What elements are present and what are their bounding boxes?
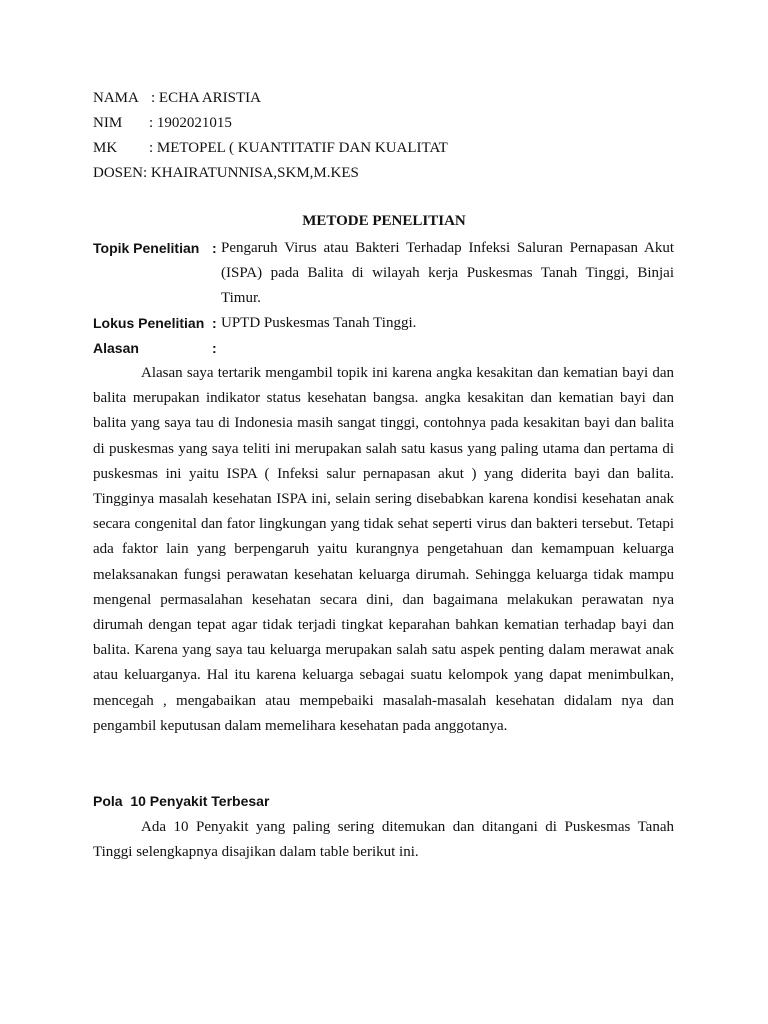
research-topic-separator: : <box>212 240 217 256</box>
course-label: MK <box>93 140 118 156</box>
research-topic-label: Topik Penelitian <box>93 240 200 256</box>
name-label: NAMA <box>93 90 139 106</box>
disease-pattern-paragraph: Ada 10 Penyakit yang paling sering ditemukan dan ditangani di Puskesmas Tanah Tinggi selengkapnya disajikan dalam table berikut ini. <box>93 819 674 861</box>
research-location-separator: : <box>212 315 217 331</box>
reason-field <box>93 336 674 361</box>
research-location-field <box>93 311 674 336</box>
lecturer-label: DOSEN: <box>93 165 148 181</box>
research-location-label: Lokus Penelitian <box>93 315 205 331</box>
document-title: METODE PENELITIAN <box>302 213 466 229</box>
reason-separator: : <box>212 340 217 356</box>
nim-row <box>93 111 448 136</box>
nim-label: NIM <box>93 115 123 131</box>
research-topic-value: Pengaruh Virus atau Bakteri Terhadap Infeksi Saluran Pernapasan Akut (ISPA) pada Balita di wilayah kerja Puskesmas Tanah Tinggi, Binjai Timur. <box>221 240 674 306</box>
research-topic-field <box>93 236 674 311</box>
nim-value: : 1902021015 <box>149 115 232 131</box>
lecturer-row <box>93 161 448 186</box>
reason-paragraph: Alasan saya tertarik mengambil topik ini karena angka kesakitan dan kematian bayi dan balita merupakan indikator status kesehatan bangsa. angka kesakitan dan kematian bayi dan balita yang saya tau di Indonesia masih sangat tinggi, contohnya pada kesakitan bayi dan balita di puskesmas yang saya teliti ini merupakan salah satu kasus yang paling utama dan pertama di puskesmas ini yaitu ISPA ( Infeksi salur pernapasan akut ) yang diderita bayi dan balita. Tingginya masalah kesehatan ISPA ini, selain sering disebabkan karena kondisi kesehatan anak secara congenital dan fator lingkungan yang tidak sehat seperti virus dan bakteri tersebut. Tetapi ada faktor lain yang berpengaruh yaitu kurangnya pengetahuan dan kemampuan keluarga melaksanakan fungsi perawatan kesehatan keluarga dirumah. Sehingga keluarga tidak mampu mengenal permasalahan kesehatan secara dini, dan bagaimana melakukan perawatan nya dirumah dengan tepat agar tidak terjadi tingkat keparahan bahkan kematian terhadap bayi dan balita. Karena yang saya tau keluarga merupakan salah satu aspek penting dalam merawat anak atau keluarganya. Hal itu karena keluarga sebagai suatu kelompok yang dapat menimbulkan, mencegah , mengabaikan atau mempebaiki masalah-masalah kesehatan didalam nya dan pengambil keputusan dalam memelihara kesehatan pada anggotanya. <box>93 365 674 734</box>
name-row <box>93 86 448 111</box>
course-value: : METOPEL ( KUANTITATIF DAN KUALITAT <box>149 140 448 156</box>
disease-pattern-heading: Pola 10 Penyakit Terbesar <box>93 793 270 809</box>
research-location-value: UPTD Puskesmas Tanah Tinggi. <box>221 315 417 331</box>
student-info-block <box>93 86 448 186</box>
lecturer-value: KHAIRATUNNISA,SKM,M.KES <box>147 165 359 181</box>
name-value: : ECHA ARISTIA <box>151 90 262 106</box>
course-row <box>93 136 448 161</box>
reason-label: Alasan <box>93 340 139 356</box>
